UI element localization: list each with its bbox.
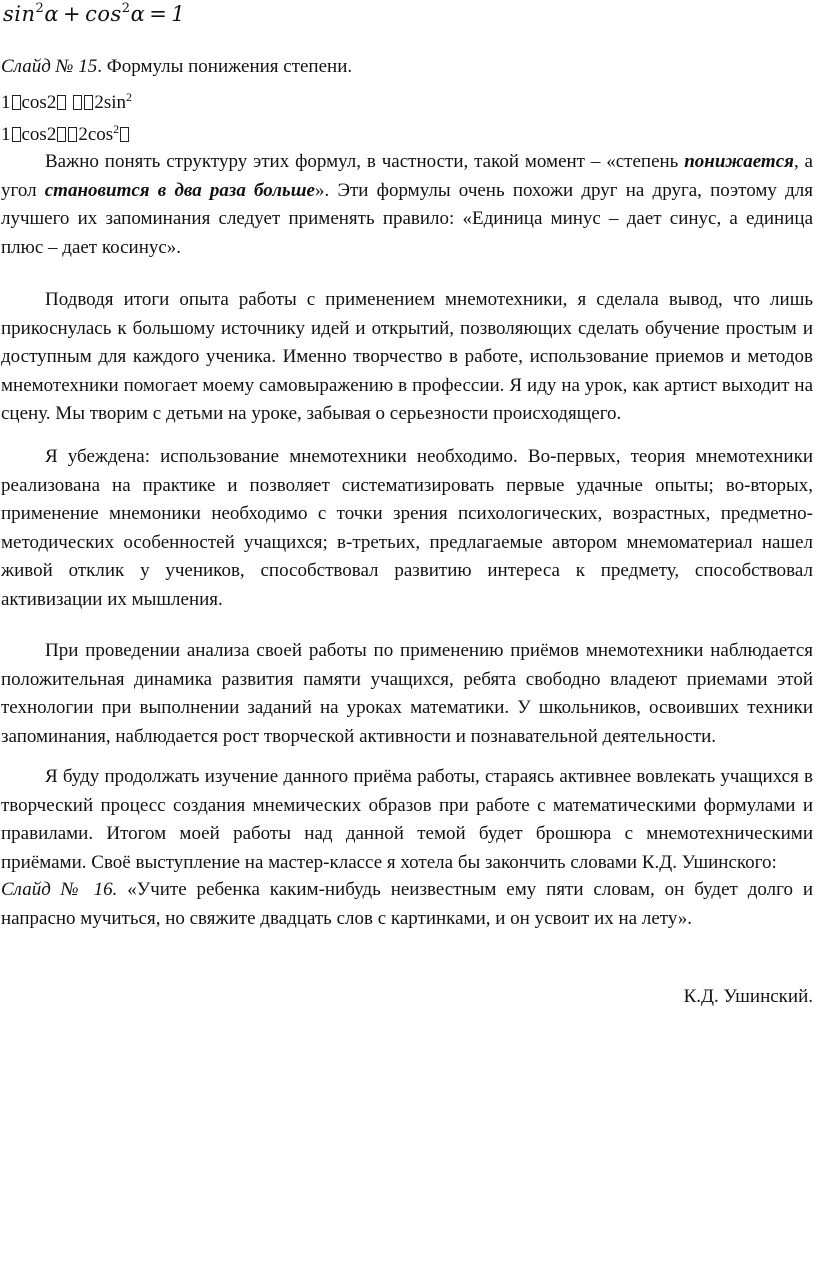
slide-16-quote	[1, 876, 813, 933]
paragraph-text: ». Эти формулы очень похожи друг на друга, поэтому для лучшего их запоминания следует применять правило: «Единица минус – дает синус, а единица плюс – дает косинус».	[1, 179, 813, 258]
paragraph-analysis: При проведении анализа своей работы по применению приёмов мнемотехники наблюдается положительная динамика развития памяти учащихся, ребята свободно владеют приемами этой технологии при выполнении заданий на уроках математики. У школьников, освоивших техники запоминания, наблюдается рост творческой активности и познавательной деятельности.	[1, 640, 813, 747]
emphasis-text: становится в два раза больше	[44, 179, 315, 201]
missing-glyph-icon	[57, 127, 66, 142]
formula-exponent: 2	[35, 1, 45, 16]
formula-alpha: α	[44, 2, 59, 26]
slide-15-heading	[1, 56, 352, 78]
formula-cos: cos	[85, 2, 122, 26]
slide-label: Слайд № 15	[1, 56, 98, 77]
paragraph-continuation: Я буду продолжать изучение данного приёма работы, стараясь активнее вовлекать учащихся в творческий процесс создания мнемических образов при работе с математическими формулами и правилами. Итогом моей работы над данной темой будет брошюра с мнемотехническими приёмами. Своё выступление на мастер-классе я хотела бы закончить словами К.Д. Ушинского:	[1, 766, 813, 873]
missing-glyph-icon	[120, 127, 129, 142]
power-reduction-formula-sin	[1, 92, 132, 114]
formula-text: cos2	[21, 124, 57, 145]
formula-exponent: 2	[113, 122, 120, 136]
paragraph-summary: Подводя итоги опыта работы с применением мнемотехники, я сделала вывод, что лишь прикоснулась к большому источнику идей и открытий, позволяющих сделать обучение простым и доступным для каждого ученика. Именно творчество в работе, использование приемов и методов мнемотехники помогает моему самовыражению в профессии. Я иду на урок, как артист выходит на сцену. Мы творим с детьми на уроке, забывая о серьезности происходящего.	[1, 289, 813, 424]
paragraph-formula-structure	[1, 148, 813, 262]
formula-exponent: 2	[126, 90, 133, 104]
power-reduction-formula-cos	[1, 124, 130, 146]
missing-glyph-icon	[12, 95, 21, 110]
emphasis-text: понижается	[684, 151, 794, 172]
formula-text: 1	[1, 92, 11, 113]
formula-alpha: α	[130, 2, 146, 26]
missing-glyph-icon	[57, 95, 66, 110]
missing-glyph-icon	[84, 95, 93, 110]
formula-equals: =	[149, 2, 168, 26]
formula-one: 1	[171, 2, 186, 26]
formula-text: 2sin	[94, 92, 127, 113]
formula-text: cos2	[21, 92, 57, 113]
missing-glyph-icon	[68, 127, 77, 142]
formula-sin: sin	[3, 2, 36, 26]
formula-exponent: 2	[121, 1, 131, 16]
slide-title: . Формулы понижения степени.	[97, 56, 353, 77]
formula-text: 1	[1, 124, 11, 145]
missing-glyph-icon	[73, 95, 82, 110]
slide-label: Слайд № 16.	[1, 879, 118, 900]
missing-glyph-icon	[12, 127, 21, 142]
paragraph-conviction: Я убеждена: использование мнемотехники необходимо. Во-первых, теория мнемотехники реализована на практике и позволяет систематизировать первые удачные опыты; во-вторых, применение мнемоники необходимо с точки зрения психологических, возрастных, предметно-методических особенностей учащихся; в-третьих, предлагаемые автором мнемоматериал нашел живой отклик у учеников, способствовал развитию интереса к предмету, способствовал активизации их мышления.	[1, 446, 813, 610]
formula-text: 2cos	[78, 124, 114, 145]
paragraph-text: Важно понять структуру этих формул, в частности, такой момент – «степень	[45, 151, 685, 172]
formula-plus: +	[63, 2, 82, 26]
quote-text: «Учите ребенка каким-нибудь неизвестным ему пяти словам, он будет долго и напрасно мучиться, но свяжите двадцать слов с картинками, и он усвоит их на лету».	[1, 879, 813, 929]
pythagorean-identity-formula	[3, 2, 185, 26]
paragraph-text: , а угол	[1, 151, 813, 201]
quote-author-signature: К.Д. Ушинский.	[683, 986, 813, 1007]
